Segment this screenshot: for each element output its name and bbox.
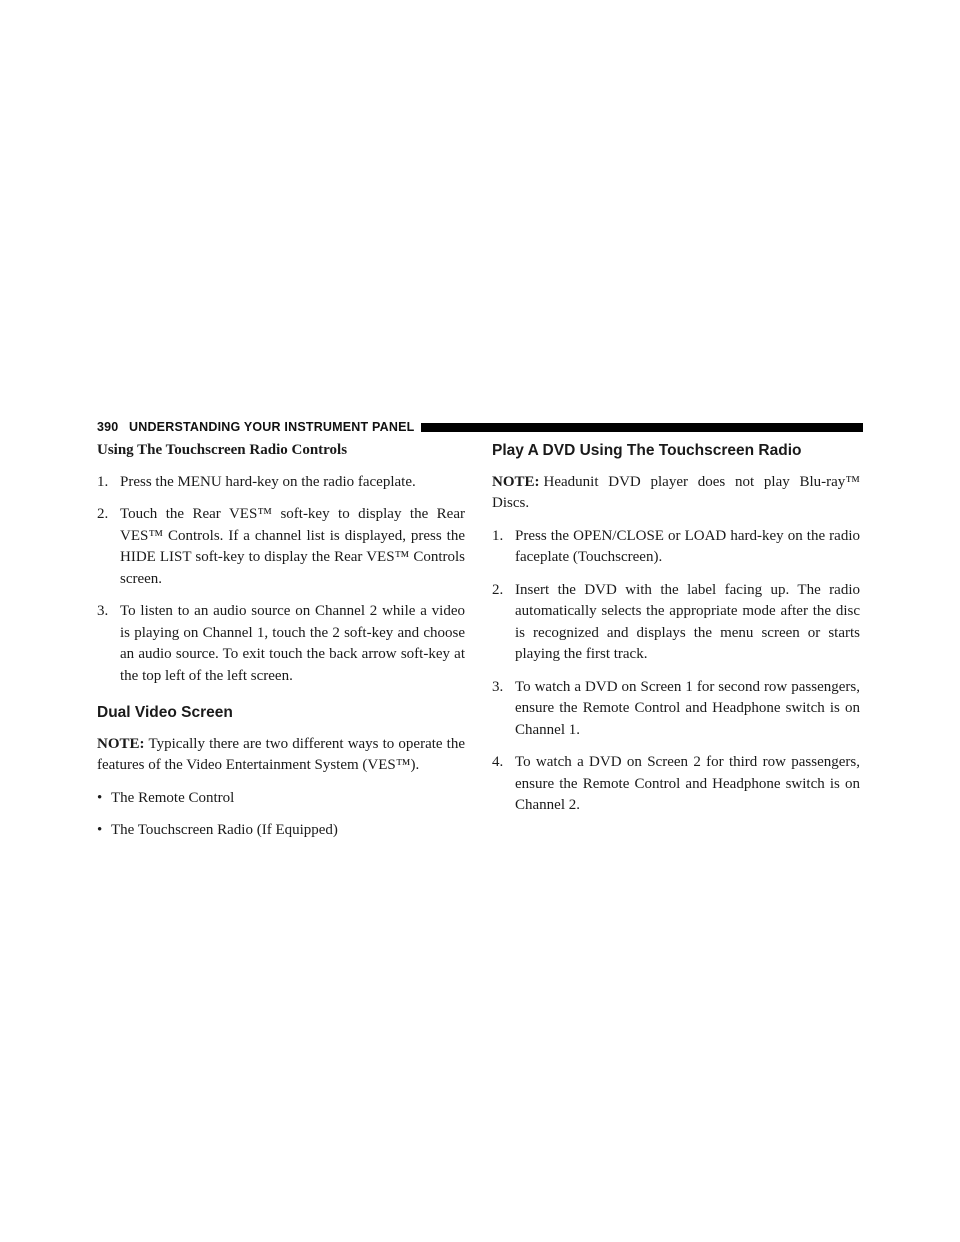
heading-dual-video-screen: Dual Video Screen xyxy=(97,704,233,721)
section-title: UNDERSTANDING YOUR INSTRUMENT PANEL xyxy=(129,420,415,434)
step-text: To listen to an audio source on Channel 2 while a video is playing on Channel 1, touch the 2 soft-key and choose an audio source. To exit touch the back arrow soft-key at the top left of the left screen. xyxy=(120,603,465,684)
heading-play-dvd: Play A DVD Using The Touchscreen Radio xyxy=(492,442,802,459)
step-number: 4. xyxy=(492,754,504,770)
list-item xyxy=(97,504,465,590)
note-text: Headunit DVD player does not play Blu-ray™ Discs. xyxy=(492,473,860,511)
bullet-text: The Touchscreen Radio (If Equipped) xyxy=(111,822,338,838)
bullet-icon: • xyxy=(97,822,103,838)
note-paragraph xyxy=(97,734,465,777)
step-number: 2. xyxy=(97,506,109,522)
step-number: 1. xyxy=(97,473,109,490)
left-column xyxy=(97,440,465,853)
step-text: Touch the Rear VES™ soft-key to display the Rear VES™ Controls. If a channel list is displayed, press the HIDE LIST soft-key to display the Rear VES™ Controls screen. xyxy=(120,506,465,587)
note-paragraph xyxy=(492,472,860,515)
note-text: Typically there are two different ways to operate the features of the Video Entertainment System (VES™). xyxy=(97,735,465,773)
step-text: Press the MENU hard-key on the radio faceplate. xyxy=(120,473,416,490)
step-number: 3. xyxy=(97,603,109,619)
list-item xyxy=(492,580,860,666)
list-item xyxy=(492,752,860,817)
step-number: 2. xyxy=(492,581,504,598)
page-number: 390 xyxy=(97,420,119,434)
list-item xyxy=(492,526,860,569)
step-text: To watch a DVD on Screen 2 for third row passengers, ensure the Remote Control and Headphone switch is on Channel 2. xyxy=(515,754,860,813)
heading-touchscreen-radio-controls: Using The Touchscreen Radio Controls xyxy=(97,442,348,458)
step-number: 3. xyxy=(492,678,504,695)
list-item xyxy=(97,601,465,687)
page-header xyxy=(97,416,863,438)
step-number: 1. xyxy=(492,527,504,544)
list-item xyxy=(97,788,465,810)
step-text: Insert the DVD with the label facing up. The radio automatically selects the appropriate mode after the disc is recognized and displays the menu screen or starts playing the first track. xyxy=(515,581,860,662)
step-text: Press the OPEN/CLOSE or LOAD hard-key on the radio faceplate (Touchscreen). xyxy=(515,527,860,565)
bullet-text: The Remote Control xyxy=(111,789,235,806)
note-label: NOTE: xyxy=(492,473,540,490)
right-column xyxy=(492,440,860,828)
note-label: NOTE: xyxy=(97,735,145,752)
header-rule xyxy=(421,423,863,432)
list-item xyxy=(97,820,465,842)
list-item xyxy=(97,472,465,494)
list-item xyxy=(492,677,860,742)
bullet-icon: • xyxy=(97,789,103,806)
step-text: To watch a DVD on Screen 1 for second row passengers, ensure the Remote Control and Headphone switch is on Channel 1. xyxy=(515,678,860,738)
